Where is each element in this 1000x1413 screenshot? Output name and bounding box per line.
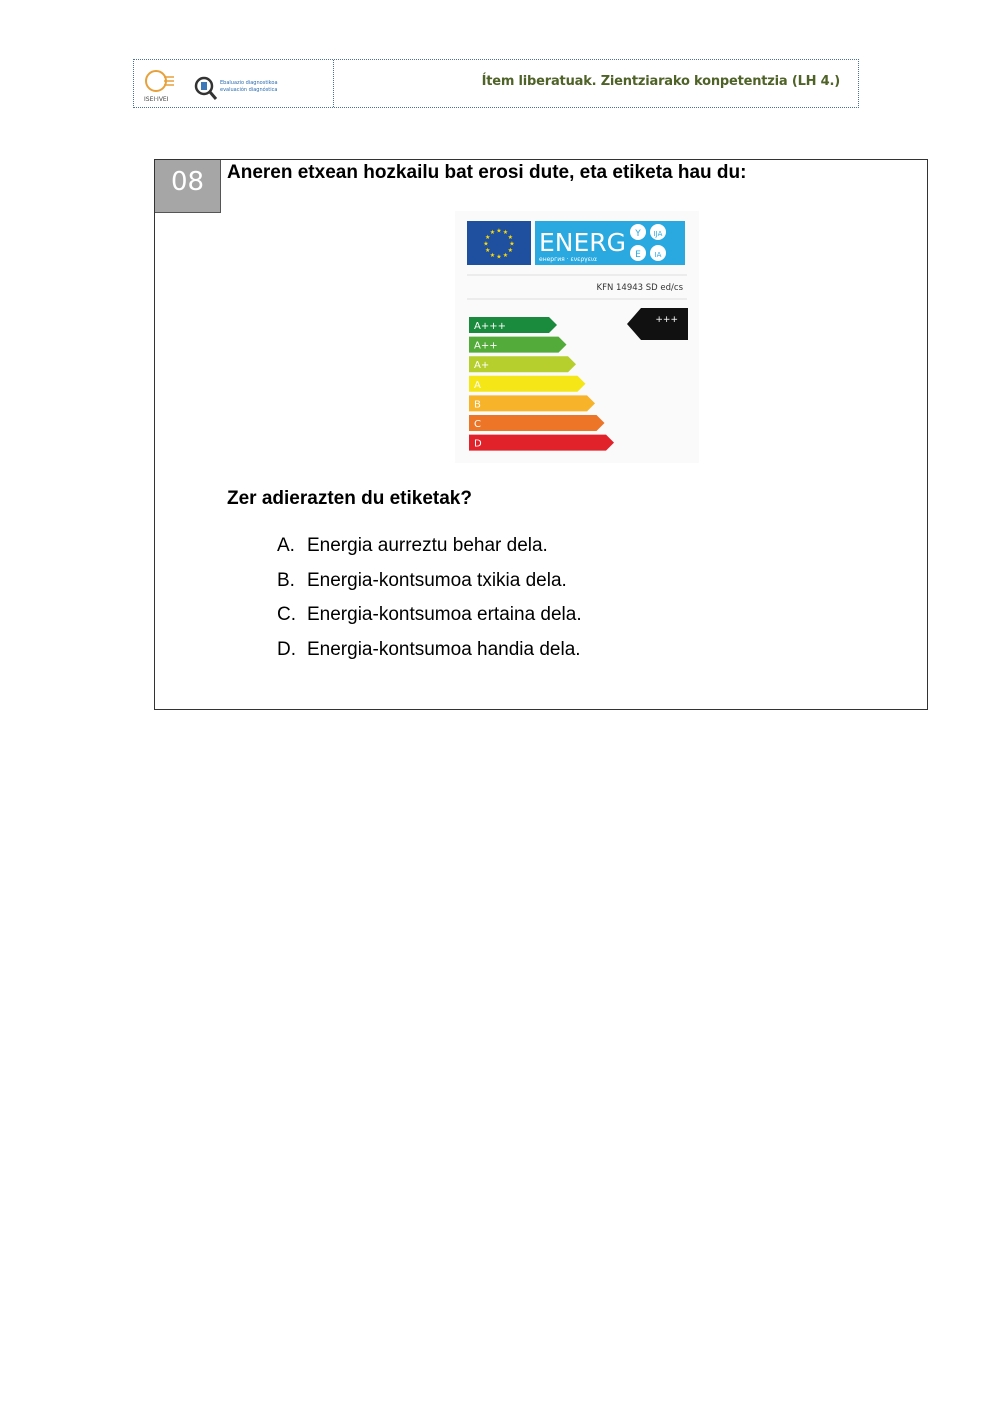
energy-class-bar <box>469 435 614 451</box>
answer-option-c[interactable] <box>277 603 582 638</box>
eu-star-icon: ★ <box>502 252 509 259</box>
eu-star-icon: ★ <box>509 241 515 248</box>
answer-option-a[interactable] <box>277 534 582 569</box>
eu-star-icon: ★ <box>507 235 513 241</box>
page-header <box>133 59 859 108</box>
energy-class-label: C <box>474 419 481 430</box>
answer-option-d[interactable] <box>277 638 582 673</box>
energy-brand: ENERG <box>539 228 627 257</box>
energy-label-image <box>455 211 699 463</box>
header-divider <box>333 60 334 107</box>
eu-star-icon: ★ <box>489 252 496 259</box>
answer-option-b[interactable] <box>277 569 582 604</box>
isei-ivei-logo <box>144 71 174 103</box>
option-text: Energia-kontsumoa handia dela. <box>307 638 581 660</box>
svg-text:E: E <box>635 250 641 260</box>
eu-star-icon: ★ <box>485 248 491 254</box>
svg-text:IJA: IJA <box>653 230 663 238</box>
energy-subtitle: енергия · ενεργεια <box>539 256 597 263</box>
svg-text:IA: IA <box>654 251 662 259</box>
eu-star-icon: ★ <box>483 241 489 248</box>
option-letter: C. <box>277 604 296 625</box>
energy-class-bar <box>469 376 586 392</box>
svg-text:ISEI·IVEI: ISEI·IVEI <box>144 96 169 103</box>
eu-star-icon: ★ <box>496 228 502 235</box>
energy-class-label: A++ <box>474 340 498 352</box>
model-number: KFN 14943 SD ed/cs <box>596 283 683 293</box>
evaluacion-diagnostica-logo <box>196 78 278 99</box>
item-number: 08 <box>155 160 221 213</box>
energy-class-label: A <box>474 379 481 391</box>
option-letter: D. <box>277 638 296 660</box>
option-letter: B. <box>277 569 295 591</box>
header-logos <box>140 66 330 104</box>
energy-class-label: A+++ <box>474 321 506 332</box>
eu-star-icon: ★ <box>502 230 509 237</box>
energy-class-label: B <box>474 399 481 411</box>
eu-star-icon: ★ <box>489 230 496 237</box>
energy-class-label: D <box>474 438 482 450</box>
item-question: Zer adierazten du etiketak? <box>227 488 472 509</box>
eu-star-icon: ★ <box>485 235 491 241</box>
header-title: Ítem liberatuak. Zientziarako konpetentzia (LH 4.) <box>481 74 840 89</box>
item-stem: Aneren etxean hozkailu bat erosi dute, eta etiketa hau du: <box>227 162 747 183</box>
option-text: Energia aurreztu behar dela. <box>307 535 548 556</box>
option-text: Energia-kontsumoa ertaina dela. <box>307 604 582 625</box>
energy-class-bar <box>469 415 605 431</box>
eu-star-icon: ★ <box>507 248 513 254</box>
answer-options <box>277 534 582 672</box>
energy-class-bar <box>469 395 595 411</box>
rating-marker-label: +++ <box>655 315 678 325</box>
svg-text:evaluación diagnóstica: evaluación diagnóstica <box>220 87 278 93</box>
energy-class-label: A+ <box>474 360 490 372</box>
option-letter: A. <box>277 535 295 556</box>
item-box <box>154 159 928 710</box>
option-text: Energia-kontsumoa txikia dela. <box>307 569 567 591</box>
eu-star-icon: ★ <box>496 254 502 261</box>
svg-text:Ebaluazio diagnostikoa: Ebaluazio diagnostikoa <box>220 80 278 86</box>
svg-text:Y: Y <box>635 229 641 239</box>
